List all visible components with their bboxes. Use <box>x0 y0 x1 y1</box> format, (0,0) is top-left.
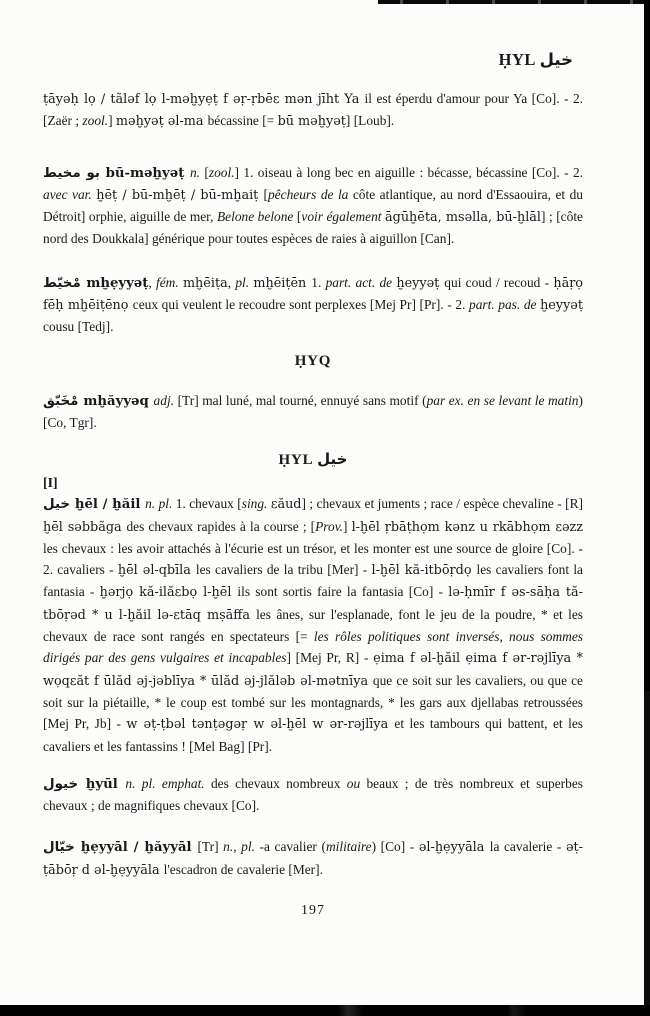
text-run: ẹima f əl-ḫăil ẹima f ər-rəjlīya * wọqεăt f ūlăd əj-jəblīya * ūlăd əj-jlăləb əl-mətnīya <box>43 651 583 689</box>
text-run: Prov. <box>315 518 344 534</box>
text-run: côte atlantique, au nord d'Essaouira, et du Détroit] orphie, aiguille de mer, <box>43 186 584 225</box>
text-run: n., pl. <box>223 839 260 855</box>
entry-hel-hail <box>43 493 583 757</box>
text-run: , <box>148 274 156 290</box>
text-run: ] ; chevaux et juments ; race / espèce chevaline - [R] <box>301 496 583 512</box>
text-run: les cavaliers de la tribu [Mer] - <box>195 562 372 578</box>
text-run: beaux ; de très nombreux et superbes chevaux ; de magnifiques chevaux [Co]. <box>43 775 583 814</box>
text-run: mḫăyyəq <box>83 393 154 409</box>
text-run: bū-məḫyəṭ <box>105 165 190 181</box>
text-run: qui coud / recoud - <box>444 274 554 290</box>
text-run: sing. <box>241 496 271 512</box>
text-run: et les tambours qui battent, et les cavaliers et les fantassins ! [Mel Bag] [Pr]. <box>43 716 583 754</box>
text-run: ḫēl əl-qbīla <box>117 563 196 579</box>
text-run: cousu [Tedj]. <box>43 319 114 335</box>
text-run: ḫẹyyāl / ḫăyyāl <box>80 840 198 856</box>
text-run: Belone belone <box>216 209 297 225</box>
text-run: l-ḫēl ṛbāṭhọm kənz u rkābhọm εəzz <box>351 519 583 535</box>
text-run: ḫeyyəṭ <box>540 298 583 314</box>
text-run: خيّال <box>43 840 81 856</box>
text-run: la cavalerie - <box>489 839 566 855</box>
text-run: , <box>227 274 236 290</box>
text-run: l'escadron de cavalerie [Mer]. <box>163 861 323 877</box>
scan-edge-bottom <box>0 1005 650 1016</box>
text-run: n. <box>189 164 205 180</box>
text-run: il est éperdu d'amour pour Ya [Co]. - 2. [Zaër ; <box>43 91 583 129</box>
text-run: bécassine [= <box>207 113 278 129</box>
text-run: əl-ḫẹyyāla <box>418 840 490 856</box>
text-run: مْخَبّق <box>43 393 84 409</box>
entry-hyul <box>43 773 583 817</box>
text-run: ḥāṛọ fēḥ mḫēiṭēnọ <box>43 275 584 314</box>
section-head-hyq: ḤYQ <box>294 352 332 369</box>
text-run: ils sont sortis faire la fantasia [Co] - <box>237 584 449 600</box>
text-run: 1. <box>311 274 326 290</box>
text-run: [ <box>204 164 209 180</box>
text-run: خيول <box>43 776 86 792</box>
text-run: 1. chevaux [ <box>175 496 242 512</box>
entry-heyyal <box>43 836 583 881</box>
text-run: ] <box>108 113 116 129</box>
text-run: les ânes, sur l'esplanade, font le jeu de la poudre, * et les chevaux de race sont rangés en spectateurs [= <box>43 606 583 645</box>
text-run: n. pl. <box>145 496 176 512</box>
running-head: ḤYL خيل <box>498 50 573 69</box>
text-run: ) [Co] - <box>371 839 419 855</box>
text-run: les rôles politiques sont inversés, nous sommes dirigés par des gens vulgaires et incapables <box>43 629 583 666</box>
text-run: ḫyūl <box>85 776 126 792</box>
text-run: ] ; [côte nord des Doukkala] générique pour toutes espèces de raies à aiguillon [Can]. <box>43 209 583 247</box>
text-run: zool. <box>82 113 109 129</box>
section-head-hyl: ḤYL خيل <box>278 452 348 469</box>
text-run: əṭ-ṭābōṛ d əl-ḫẹyyāla <box>43 840 583 878</box>
text-run: avec var. <box>43 186 97 202</box>
text-run: بو مخيط <box>43 165 106 181</box>
scan-edge-top <box>378 0 650 4</box>
text-run: voir également <box>301 209 386 225</box>
text-run: bū məḫyəṭ <box>277 114 346 130</box>
text-run: [ <box>296 209 302 225</box>
text-run: des chevaux rapides à la course ; [ <box>126 518 316 534</box>
text-run: part. pas. de <box>469 297 541 313</box>
text-run: ḫərjọ kă-ilăεbọ l-ḫēl <box>99 585 238 601</box>
text-run: [ <box>263 186 268 202</box>
text-run: des chevaux nombreux <box>210 775 347 791</box>
text-run: [Tr] <box>197 839 224 855</box>
page-number: 197 <box>301 903 325 919</box>
text-run: zool. <box>208 164 235 180</box>
text-run: fém. <box>155 274 183 290</box>
text-run: ] [Loub]. <box>345 113 395 129</box>
text-run: məḫyəṭ əl-ma <box>115 114 208 130</box>
text-run: pêcheurs de la <box>267 186 353 202</box>
text-run: mḫẹyyəṭ <box>86 275 149 291</box>
text-run: mḫēiṭēn <box>253 275 312 291</box>
text-run: w əṭ-ṭbəl tənṭəgəṛ w əl-ḫēl w ər-rəjlīya <box>126 717 395 733</box>
scan-edge-right <box>644 0 650 1016</box>
text-run: mḫēiṭa <box>182 275 228 291</box>
text-run: militaire <box>325 839 372 855</box>
entry-continuation-tayeh <box>43 88 583 133</box>
text-run: lə-ḥmīr f əs-sāḥa tă-tbōṛəd * u l-ḫăil lə-εtāq mṣāffa <box>43 585 583 623</box>
entry-mheyyet <box>43 272 583 338</box>
entry-bu-mehyet <box>43 162 583 250</box>
text-run: pl. <box>235 274 254 290</box>
text-run: ) [Co, Tgr]. <box>43 392 583 430</box>
text-run: خيل <box>43 497 75 513</box>
text-run: -a cavalier ( <box>259 839 326 855</box>
text-run: ḫēṭ / bū-mḫēṭ / bū-mḫaiṭ <box>96 187 264 203</box>
text-run: ḫēl səbbãga <box>43 519 127 535</box>
text-run: ] <box>343 518 352 534</box>
text-run: ḫeyyəṭ <box>396 275 445 291</box>
text-run: [Tr] mal luné, mal tourné, ennuyé sans motif ( <box>177 392 427 408</box>
text-run: les chevaux : les avoir attachés à l'écurie est un trésor, et les monter est une source de gloire [Co]. - 2. cavaliers - <box>43 540 583 578</box>
entry-mhayyeq <box>43 390 583 434</box>
text-run: ] [Mej Pr, R] - <box>286 650 374 666</box>
dictionary-page <box>43 50 583 919</box>
text-run: adj. <box>153 392 178 408</box>
text-run: ou <box>346 775 367 791</box>
text-run: εăud <box>270 497 302 513</box>
text-run: ṭāyəḥ lọ / tãləf lọ l-məḫyẹṭ f əṛ-ṛbēε mən jīht Ya <box>43 92 365 107</box>
text-run: par ex. en se levant le matin <box>426 392 579 408</box>
text-run: ḫēl / ḫăil <box>74 497 146 513</box>
text-run: que ce soit sur les cavaliers, ou que ce soit sur la piétaille, * le coup est tombé sur les montagnards, * les gars aux djellabas retroussées [Mej Pr, Jb] - <box>43 672 583 732</box>
roman-numeral-marker: [I] <box>43 475 58 491</box>
text-run: part. act. de <box>325 274 397 290</box>
text-run: مْخيّط <box>43 275 87 291</box>
text-run: ceux qui veulent le recoudre sont perplexes [Mej Pr] [Pr]. - 2. <box>132 297 469 313</box>
text-run: les cavaliers font la fantasia - <box>43 562 584 600</box>
text-run: āgūḫēta, msəlla, bū-ḫlāl <box>385 210 541 226</box>
text-run: ] 1. oiseau à long bec en aiguille : bécasse, bécassine [Co]. - 2. <box>234 164 584 180</box>
text-run: n. pl. emphat. <box>125 775 211 791</box>
text-run: l-ḫēl kă-itbōṛdọ <box>371 563 477 579</box>
